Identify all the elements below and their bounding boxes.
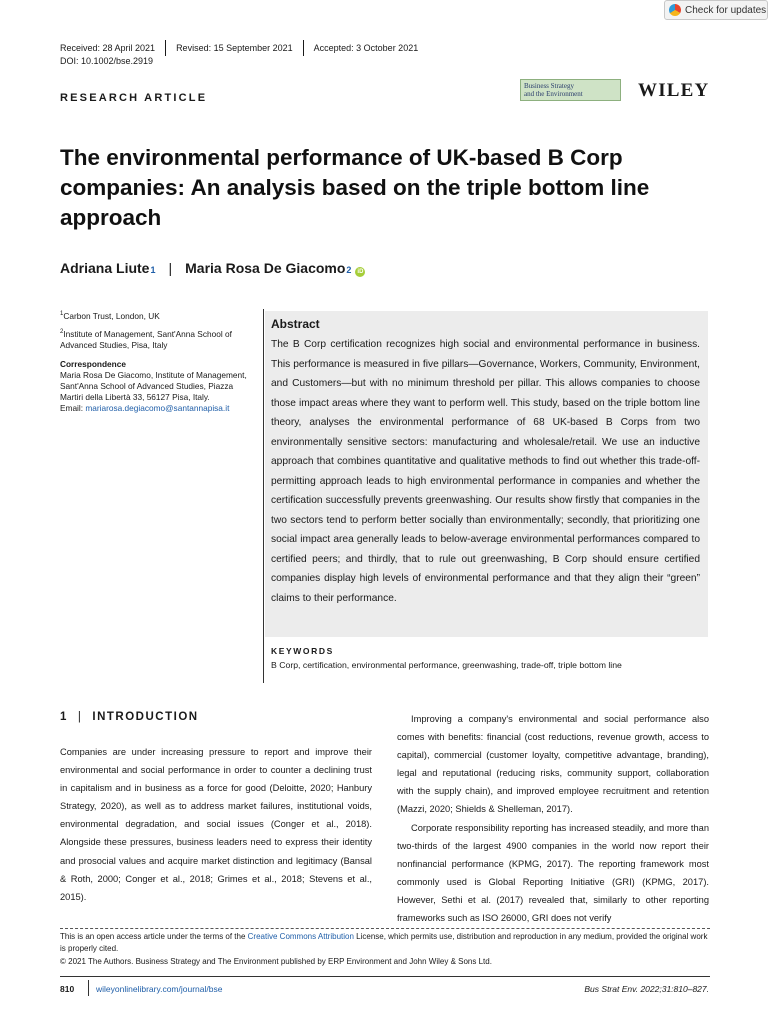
citation: Bus Strat Env. 2022;31:810–827. xyxy=(584,984,709,994)
license-link[interactable]: Creative Commons Attribution xyxy=(247,932,354,941)
vertical-divider xyxy=(263,309,264,683)
author-affiliation-ref[interactable]: 2 xyxy=(346,265,352,275)
affiliation-2 xyxy=(60,327,250,351)
license-statement xyxy=(60,931,710,956)
author-name[interactable]: Maria Rosa De Giacomo xyxy=(185,260,346,276)
body-column-right xyxy=(397,710,709,927)
journal-url-link[interactable]: wileyonlinelibrary.com/journal/bse xyxy=(96,984,223,994)
footer-separator xyxy=(88,980,89,996)
section-number: 1 xyxy=(60,711,68,723)
page-number: 810 xyxy=(60,984,75,994)
revised-date: Revised: 15 September 2021 xyxy=(176,43,293,53)
paragraph: Companies are under increasing pressure to report and improve their environmental and social performance in order to counter a declining trust in capitalism and in business as a force for good (Deloitte, 2020; Hanbury Strategy, 2020), as well as to address market failures, institutional voids, environmental degradation, and social issues (Conger et al., 2018). Alongside these pressures, business leaders need to express their identity and prosocial values and acquire market distinction and legitimacy (Bansal & Roth, 2000; Conger et al., 2018; Grimes et al., 2018; Stevens et al., 2015). xyxy=(60,747,372,902)
accepted-date: Accepted: 3 October 2021 xyxy=(313,43,419,53)
orcid-icon[interactable]: iD xyxy=(357,269,364,275)
license-note xyxy=(60,931,710,968)
license-text: This is an open access article under the terms of the xyxy=(60,932,248,941)
keywords-list: B Corp, certification, environmental performance, greenwashing, trade-off, triple bottom line xyxy=(271,660,622,670)
body-column-left xyxy=(60,743,372,906)
journal-logo-line1: Business Strategy xyxy=(524,82,574,90)
paragraph: Improving a company's environmental and social performance also comes with benefits: financial (cost reductions, revenue growth, access to capital), commercial (customer loyalty, competitive advantage, branding), legal and reputational (reducing risks, community support, collaboration with the supply chain), and improved employee recruitment and retention (Mazzi, 2020; Shields & Shelleman, 2017). xyxy=(397,714,709,815)
license-divider xyxy=(60,928,710,929)
keywords-heading: KEYWORDS xyxy=(271,646,334,656)
article-title: The environmental performance of UK-based B Corp companies: An analysis based on the triple bottom line approach xyxy=(60,145,650,230)
publisher-logo[interactable]: WILEY xyxy=(638,80,710,101)
author-list xyxy=(60,260,365,277)
received-date: Received: 28 April 2021 xyxy=(60,43,156,53)
affiliation-sup: 1 xyxy=(60,311,64,317)
copyright: © 2021 The Authors. Business Strategy and The Environment published by ERP Environment and John Wiley & Sons Ltd. xyxy=(60,956,492,966)
affiliation-sup: 2 xyxy=(60,328,64,335)
author-divider: | xyxy=(168,260,173,276)
paragraph: Corporate responsibility reporting has increased steadily, and more than two-thirds of the largest 4900 companies in the world now report their nonfinancial performance (KPMG, 2017). The reporting framework most commonly used is Global Reporting Initiative (GRI) (KPMG, 2017). However, Sethi et al. (2017) revealed that, similarly to other reporting frameworks such as ISO 26000, GRI does not verify xyxy=(397,822,709,924)
journal-logo[interactable] xyxy=(520,79,621,101)
journal-logo-line2: and the Environment xyxy=(524,90,583,98)
abstract-text: The B Corp certification recognizes high social and environmental performance in business. This performance is measured in five pillars—Governance, Workers, Community, Environment, and Customers—but with no minimum threshold per pillar. This allows companies to choose those impact areas where they want to perform well. This study, based on the triple bottom line theory, analyses the environmental performance of 68 UK-based B Corps from two environmentally sensitive sectors: manufacturing and wholesale/retail. We use an inductive approach that combines quantitative and qualitative methods to find out whether this trade-off-permitting approach leads to high environmental performance in companies and whether the certification successfully prevents greenwashing. Our results show firstly that companies in the two sectors tend to perform better socially than environmentally; secondly, that prioritizing one social impact area generally leads to below-average environmental performances compared to certified peers; and thirdly, that to rule out greenwashing, B Corp should ensure certified companies display high levels of environmental performance and that they align their “green” claims to their performance. xyxy=(271,339,700,604)
check-for-updates-label: Check for updates xyxy=(685,4,767,16)
email-link[interactable]: mariarosa.degiacomo@santannapisa.it xyxy=(85,402,230,413)
email-label: Email: xyxy=(60,402,86,413)
author-affiliation-ref[interactable]: 1 xyxy=(150,265,156,275)
affiliation-text: Carbon Trust, London, UK xyxy=(63,310,160,321)
correspondence-address: Maria Rosa De Giacomo, Institute of Management, Sant'Anna School of Advanced Studies, Piazza Martiri della Libertà 33, 56127 Pisa, Italy. xyxy=(60,369,247,402)
abstract-heading: Abstract xyxy=(271,317,320,331)
author-name[interactable]: Adriana Liute xyxy=(60,260,150,276)
footer-rule xyxy=(60,976,710,977)
section-bar: | xyxy=(77,711,83,723)
crossmark-icon xyxy=(669,4,681,16)
affiliations xyxy=(60,309,250,419)
article-dates xyxy=(60,40,428,56)
check-for-updates-button[interactable] xyxy=(664,0,768,20)
correspondence-email xyxy=(60,403,250,414)
correspondence-heading: Correspondence xyxy=(60,358,126,369)
article-type: RESEARCH ARTICLE xyxy=(60,92,208,104)
affiliation-text: Institute of Management, Sant'Anna School of Advanced Studies, Pisa, Italy xyxy=(60,328,232,350)
doi: DOI: 10.1002/bse.2919 xyxy=(60,56,154,66)
affiliation-1 xyxy=(60,309,250,322)
license-text: License, which permits use, distribution and reproduction in any medium, provided the original work is properly cited. xyxy=(60,932,708,954)
abstract-box xyxy=(265,311,708,637)
section-heading xyxy=(60,711,199,723)
section-title: INTRODUCTION xyxy=(92,711,199,723)
